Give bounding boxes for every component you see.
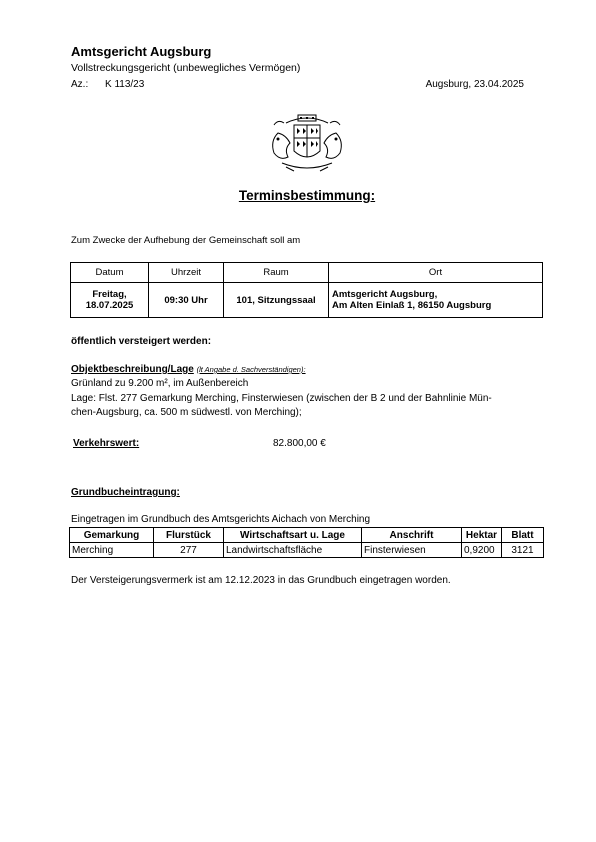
cell-anschrift: Finsterwiesen [362,543,462,558]
object-line: chen-Augsburg, ca. 500 m südwestl. von Merching); [71,407,302,418]
cell-wirtschaftsart: Landwirtschaftsfläche [224,543,362,558]
auction-statement: öffentlich versteigert werden: [71,336,212,347]
object-description [71,377,537,421]
market-value-label: Verkehrswert: [73,438,140,449]
cell-datum [71,283,149,318]
header-uhrzeit: Uhrzeit [149,263,224,283]
cell-uhrzeit: 09:30 Uhr [149,283,224,318]
column-header: Anschrift [362,528,462,543]
appointment-header-row [71,263,543,283]
case-number-label: Az.: [71,79,89,90]
table-row [70,543,544,558]
appointment-row [71,283,543,318]
column-header: Wirtschaftsart u. Lage [224,528,362,543]
land-register-intro: Eingetragen im Grundbuch des Amtsgerichts Aichach von Merching [71,514,371,525]
column-header: Flurstück [154,528,224,543]
object-heading-note: (lt Angabe d. Sachverständigen): [196,365,306,374]
page-title: Terminsbestimmung: [238,188,376,203]
header-raum: Raum [224,263,329,283]
place-date: Augsburg, 23.04.2025 [425,79,524,90]
object-heading-text: Objektbeschreibung/Lage [71,364,194,375]
land-register-header-row [70,528,544,543]
intro-text: Zum Zwecke der Aufhebung der Gemeinschaft soll am [71,235,301,246]
case-number-value: K 113/23 [105,79,145,90]
header-ort: Ort [329,263,543,283]
market-value: 82.800,00 € [273,438,326,449]
land-register-heading: Grundbucheintragung: [71,487,180,498]
cell-gemarkung: Merching [70,543,154,558]
object-description-heading [71,364,306,375]
datum-weekday: Freitag, [92,289,127,300]
header-datum: Datum [71,263,149,283]
cell-flurstueck: 277 [154,543,224,558]
court-name: Amtsgericht Augsburg [71,44,212,59]
cell-blatt: 3121 [502,543,544,558]
datum-date: 18.07.2025 [85,300,134,311]
ort-line-2: Am Alten Einlaß 1, 86150 Augsburg [332,300,492,311]
auction-note: Der Versteigerungsvermerk ist am 12.12.2023 in das Grundbuch eingetragen worden. [71,575,451,586]
column-header: Gemarkung [70,528,154,543]
cell-ort [329,283,543,318]
cell-hektar: 0,9200 [462,543,502,558]
object-line: Lage: Flst. 277 Gemarkung Merching, Finsterwiesen (zwischen der B 2 und der Bahnlinie Mün- [71,392,492,404]
object-line: Grünland zu 9.200 m², im Außenbereich [71,378,249,389]
column-header: Hektar [462,528,502,543]
bavarian-coat-of-arms-icon [264,113,350,175]
column-header: Blatt [502,528,544,543]
ort-line-1: Amtsgericht Augsburg, [332,289,438,300]
cell-raum: 101, Sitzungssaal [224,283,329,318]
case-number [71,79,144,90]
land-register-table [69,527,544,558]
court-division: Vollstreckungsgericht (unbewegliches Vermögen) [71,62,301,74]
appointment-table [70,262,543,318]
